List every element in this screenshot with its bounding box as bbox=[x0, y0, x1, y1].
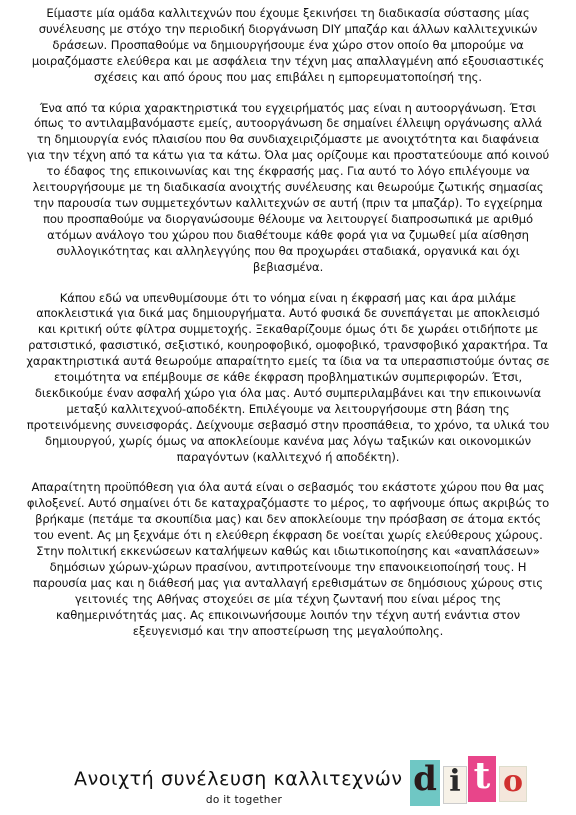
assembly-title: Ανοιχτή συνέλευση καλλιτεχνών bbox=[74, 768, 403, 790]
paragraph-self-organization: Ένα από τα κύρια χαρακτηριστικά του εγχειρήματός μας είναι η αυτοοργάνωση. Έτσι όπως το αντιλαμβανόμαστε εμείς, αυτοοργάνωση δε σημαίνει έλλειψη οργάνωσης αλλά τη δημιουργία ενός πλαισίου που θα συνδιαχειριζόμαστε με ανοιχτότητα και διαφάνεια για την τέχνη από τα κάτω για τα κάτω. Όλα μας ορίζουμε και προστατεύουμε από κοινού το έδαφος της επικοινωνίας και της έκφρασής μας. Για αυτό το λόγο επιλέγουμε να λειτουργήσουμε με τη διαδικασία ανοιχτής συνέλευσης και θεωρούμε ζωτικής σημασίας την παρουσία των συμμετεχόντων καλλιτεχνών σε αυτή (πριν τα μπαζάρ). Το εγχείρημα που προσπαθούμε να διοργανώσουμε θέλουμε να λειτουργεί διαπροσωπικά με αριθμό ατόμων ανάλογο του χώρου που διαθέτουμε κάθε φορά για να ζυμωθεί μία αίσθηση συλλογικότητας και αλληλεγγύης που θα προχωράει σταδιακά, οργανικά και όχι βεβιασμένα. bbox=[26, 100, 550, 274]
document-body bbox=[26, 6, 550, 655]
paragraph-expression: Κάπου εδώ να υπενθυμίσουμε ότι το νόημα είναι η έκφρασή μας και άρα μιλάμε αποκλειστικά για δικά μας δημιουργήματα. Αυτό φυσικά δε συνεπάγεται με αποκλεισμό και κριτική ούτε φίλτρα συμμετοχής. Ξεκαθαρίζουμε όμως ότι δε χωράει οτιδήποτε με ρατσιστικό, φασιστικό, σεξιστικό, κουηροφοβικό, ομοφοβικό, τρανσφοβικό χαρακτήρα. Τα χαρακτηριστικά αυτά θεωρούμε απαραίτητο εμείς τα ίδια να τα υπερασπιστούμε όντας σε ετοιμότητα να επέμβουμε σε κάθε έκφραση προβληματικών συμπεριφορών. Έτσι, διεκδικούμε έναν ασφαλή χώρο για όλα μας. Αυτό συμπεριλαμβάνει και την επικοινωνία μεταξύ καλλιτεχνού-αποδέκτη. Επιλέγουμε να λειτουργήσουμε στη βάση της προτεινόμενης συνεισφοράς. Δείχνουμε σεβασμό στην προσπάθεια, το χρόνο, τα υλικά του δημιουργού, χωρίς όμως να αποκλείουμε κανένα μας λόγω ταξικών και οικονομικών παραγόντων (καλλιτεχνό ή αποδέκτη). bbox=[26, 290, 550, 464]
footer bbox=[0, 750, 576, 810]
paragraph-public-space: Απαραίτητη προϋπόθεση για όλα αυτά είναι ο σεβασμός του εκάστοτε χώρου που θα μας φιλοξενεί. Αυτό σημαίνει ότι δε καταχραζόμαστε το μέρος, το αφήνουμε όπως ακριβώς το βρήκαμε (πετάμε τα σκουπίδια μας) και δεν αποκλείουμε την πρόσβαση σε άτομα εκτός του event. Ας μη ξεχνάμε ότι η ελεύθερη έκφραση δε νοείται χωρίς ελεύθερους χώρους. Στην πολιτική εκκενώσεων καταλήψεων καθώς και ιδιωτικοποίησης και «αναπλάσεων» δημόσιων χώρων-χώρων πρασίνου, αντιπροτείνουμε την επανοικειοποίησή τους. Η παρουσία μας και η διάθεσή μας για ανταλλαγή ερεθισμάτων σε δημόσιους χώρους στις γειτονιές της Αθήνας στοχεύει σε μία τέχνη ζωντανή που είναι μέρος της καθημερινότητάς μας. Ας επικοινωνήσουμε λοιπόν την τέχνη αυτή ενάντια στον εξευγενισμό και την αποστείρωση της μεγαλούπολης. bbox=[26, 480, 550, 638]
logo-letter-i: i bbox=[443, 766, 467, 804]
logo-letter-o: o bbox=[499, 766, 527, 802]
dito-logo bbox=[410, 752, 530, 806]
paragraph-intro: Είμαστε μία ομάδα καλλιτεχνών που έχουμε ξεκινήσει τη διαδικασία σύστασης μίας συνέλευσης με στόχο την περιοδική διοργάνωση DIY μπαζάρ και άλλων καλλιτεχνικών δράσεων. Προσπαθούμε να δημιουργήσουμε ένα χώρο στον οποίο θα μπορούμε να μοιραζόμαστε ελεύθερα και με ασφάλεια την τέχνη μας απαλλαγμένη από εξουσιαστικές σχέσεις και από όρους που μας επιβάλει η εμπορευματοποίησή της. bbox=[31, 6, 545, 84]
logo-letter-t: t bbox=[468, 756, 496, 802]
assembly-subtitle: do it together bbox=[205, 794, 283, 806]
logo-letter-d: d bbox=[410, 760, 440, 806]
